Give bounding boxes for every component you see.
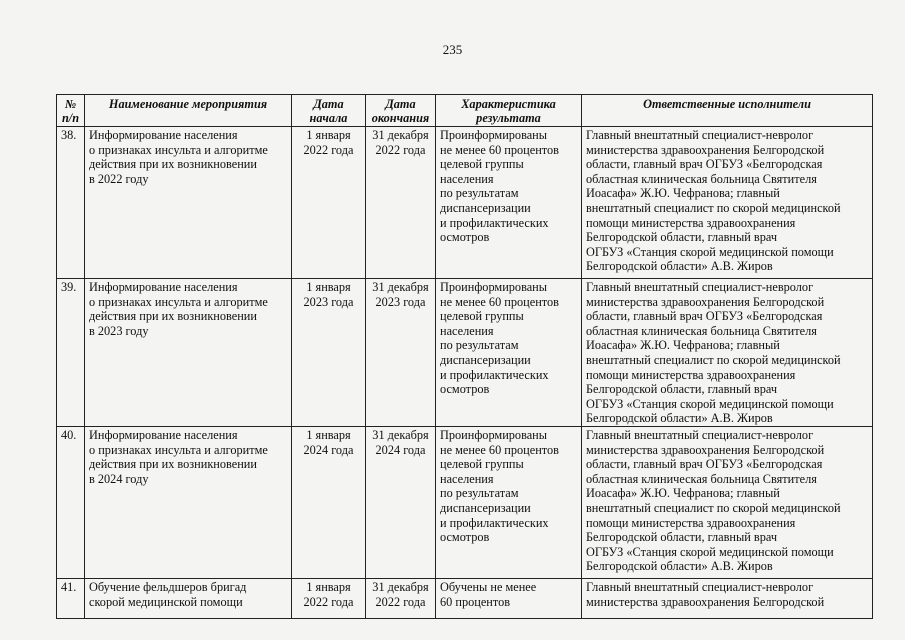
table-row xyxy=(57,279,873,427)
header-end: Дата окончания xyxy=(366,95,436,127)
row-number: 39. xyxy=(57,279,85,427)
header-responsible: Ответственные исполнители xyxy=(582,95,873,127)
row-number: 40. xyxy=(57,426,85,578)
result-description: Обучены не менее 60 процентов xyxy=(436,578,582,618)
end-date: 31 декабря 2022 года xyxy=(366,127,436,279)
end-date: 31 декабря 2023 года xyxy=(366,279,436,427)
event-name: Информирование населения о признаках инсульта и алгоритме действия при их возникновении в 2023 году xyxy=(85,279,292,427)
end-date: 31 декабря 2024 года xyxy=(366,426,436,578)
header-name: Наименование мероприятия xyxy=(85,95,292,127)
start-date: 1 января 2023 года xyxy=(292,279,366,427)
result-description: Проинформированы не менее 60 процентов целевой группы населения по результатам диспансеризации и профилактических осмотров xyxy=(436,279,582,427)
responsible-persons: Главный внештатный специалист-невролог министерства здравоохранения Белгородской xyxy=(582,578,873,618)
header-start: Дата начала xyxy=(292,95,366,127)
row-number: 38. xyxy=(57,127,85,279)
start-date: 1 января 2024 года xyxy=(292,426,366,578)
table-body xyxy=(57,127,873,619)
header-num: № п/п xyxy=(57,95,85,127)
responsible-persons: Главный внештатный специалист-невролог министерства здравоохранения Белгородской области, главный врач ОГБУЗ «Белгородская областная клиническая больница Святителя Иоасафа» Ж.Ю. Чефранова; главный внештатный специалист по скорой медицинской помощи министерства здравоохранения Белгородской области, главный врач ОГБУЗ «Станция скорой медицинской помощи Белгородской области» А.В. Жиров xyxy=(582,127,873,279)
row-number: 41. xyxy=(57,578,85,618)
start-date: 1 января 2022 года xyxy=(292,578,366,618)
events-table xyxy=(56,94,873,619)
table-row xyxy=(57,127,873,279)
start-date: 1 января 2022 года xyxy=(292,127,366,279)
responsible-persons: Главный внештатный специалист-невролог министерства здравоохранения Белгородской области, главный врач ОГБУЗ «Белгородская областная клиническая больница Святителя Иоасафа» Ж.Ю. Чефранова; главный внештатный специалист по скорой медицинской помощи министерства здравоохранения Белгородской области, главный врач ОГБУЗ «Станция скорой медицинской помощи Белгородской области» А.В. Жиров xyxy=(582,279,873,427)
result-description: Проинформированы не менее 60 процентов целевой группы населения по результатам диспансеризации и профилактических осмотров xyxy=(436,426,582,578)
event-name: Информирование населения о признаках инсульта и алгоритме действия при их возникновении в 2022 году xyxy=(85,127,292,279)
event-name: Обучение фельдшеров бригад скорой медицинской помощи xyxy=(85,578,292,618)
table-row xyxy=(57,578,873,618)
table-header-row xyxy=(57,95,873,127)
responsible-persons: Главный внештатный специалист-невролог министерства здравоохранения Белгородской области, главный врач ОГБУЗ «Белгородская областная клиническая больница Святителя Иоасафа» Ж.Ю. Чефранова; главный внештатный специалист по скорой медицинской помощи министерства здравоохранения Белгородской области, главный врач ОГБУЗ «Станция скорой медицинской помощи Белгородской области» А.В. Жиров xyxy=(582,426,873,578)
result-description: Проинформированы не менее 60 процентов целевой группы населения по результатам диспансеризации и профилактических осмотров xyxy=(436,127,582,279)
event-name: Информирование населения о признаках инсульта и алгоритме действия при их возникновении в 2024 году xyxy=(85,426,292,578)
table-row xyxy=(57,426,873,578)
end-date: 31 декабря 2022 года xyxy=(366,578,436,618)
page-number: 235 xyxy=(442,42,463,57)
header-result: Характеристика результата xyxy=(436,95,582,127)
